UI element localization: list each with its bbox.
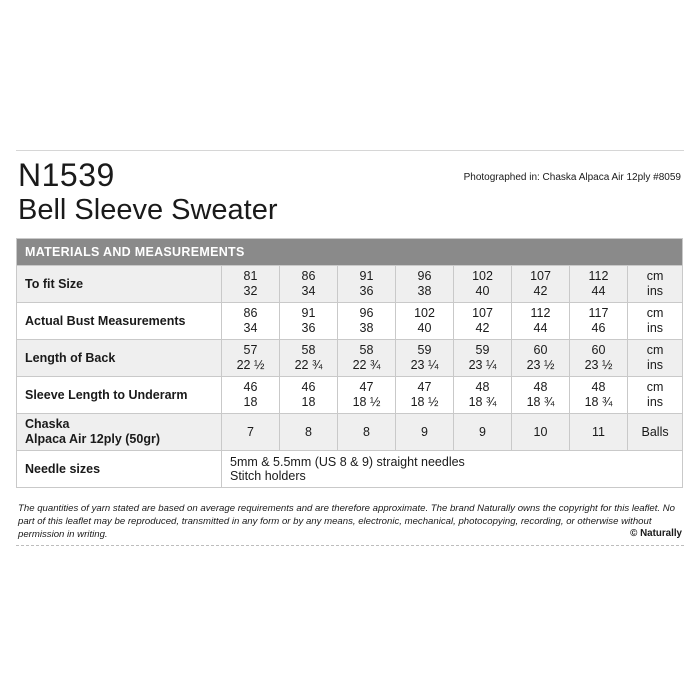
table-cell: 59 23 ¼ — [454, 340, 512, 377]
table-cell: 91 36 — [338, 266, 396, 303]
table-row — [17, 451, 683, 488]
row-label: Sleeve Length to Underarm — [17, 377, 222, 414]
pattern-title: Bell Sleeve Sweater — [18, 194, 278, 226]
table-cell: 107 42 — [512, 266, 570, 303]
row-label: To fit Size — [17, 266, 222, 303]
table-cell: 9 — [454, 414, 512, 451]
unit-cell: cm ins — [628, 340, 683, 377]
table-cell: 96 38 — [338, 303, 396, 340]
unit-cell: cm ins — [628, 377, 683, 414]
disclaimer-text: The quantities of yarn stated are based on average requirements and are therefore approximate. The brand Naturally owns the copyright for this leaflet. No part of this leaflet may be reproduced, transmitted in any form or by any means, electronic, mechanical, photocopying, recording, or otherwise without permission in writing. — [18, 503, 676, 540]
table-cell: 46 18 — [222, 377, 280, 414]
table-cell: 48 18 ¾ — [570, 377, 628, 414]
table-cell: 11 — [570, 414, 628, 451]
table-cell: 112 44 — [512, 303, 570, 340]
unit-cell: cm ins — [628, 266, 683, 303]
table-cell: 96 38 — [396, 266, 454, 303]
row-label-needles: Needle sizes — [17, 451, 222, 488]
table-cell: 60 23 ½ — [512, 340, 570, 377]
bottom-divider — [16, 545, 684, 546]
table-row — [17, 303, 683, 340]
table-cell: 112 44 — [570, 266, 628, 303]
table-cell: 117 46 — [570, 303, 628, 340]
row-label: Actual Bust Measurements — [17, 303, 222, 340]
table-cell: 58 22 ¾ — [280, 340, 338, 377]
row-label-yarn: Chaska Alpaca Air 12ply (50gr) — [17, 414, 222, 451]
pattern-number: N1539 — [18, 157, 115, 193]
table-cell: 60 23 ½ — [570, 340, 628, 377]
table-cell: 58 22 ¾ — [338, 340, 396, 377]
unit-cell: Balls — [628, 414, 683, 451]
table-cell: 9 — [396, 414, 454, 451]
table-row — [17, 266, 683, 303]
table-cell: 48 18 ¾ — [454, 377, 512, 414]
table-cell: 81 32 — [222, 266, 280, 303]
table-cell: 47 18 ½ — [396, 377, 454, 414]
table-row — [17, 377, 683, 414]
table-cell: 48 18 ¾ — [512, 377, 570, 414]
table-cell: 91 36 — [280, 303, 338, 340]
table-cell: 8 — [280, 414, 338, 451]
materials-table — [16, 238, 683, 488]
table-cell: 8 — [338, 414, 396, 451]
table-cell: 7 — [222, 414, 280, 451]
photo-credit: Photographed in: Chaska Alpaca Air 12ply #8059 — [463, 172, 681, 183]
row-label: Length of Back — [17, 340, 222, 377]
section-header: MATERIALS AND MEASUREMENTS — [17, 239, 683, 266]
needle-sizes-cell: 5mm & 5.5mm (US 8 & 9) straight needles Stitch holders — [222, 451, 683, 488]
table-row — [17, 414, 683, 451]
table-cell: 86 34 — [222, 303, 280, 340]
top-divider — [16, 150, 684, 151]
unit-cell: cm ins — [628, 303, 683, 340]
table-cell: 86 34 — [280, 266, 338, 303]
table-cell: 59 23 ¼ — [396, 340, 454, 377]
table-cell: 102 40 — [396, 303, 454, 340]
table-cell: 47 18 ½ — [338, 377, 396, 414]
table-row — [17, 340, 683, 377]
table-cell: 102 40 — [454, 266, 512, 303]
copyright: © Naturally — [630, 528, 682, 539]
table-cell: 10 — [512, 414, 570, 451]
table-cell: 57 22 ½ — [222, 340, 280, 377]
table-cell: 46 18 — [280, 377, 338, 414]
table-cell: 107 42 — [454, 303, 512, 340]
